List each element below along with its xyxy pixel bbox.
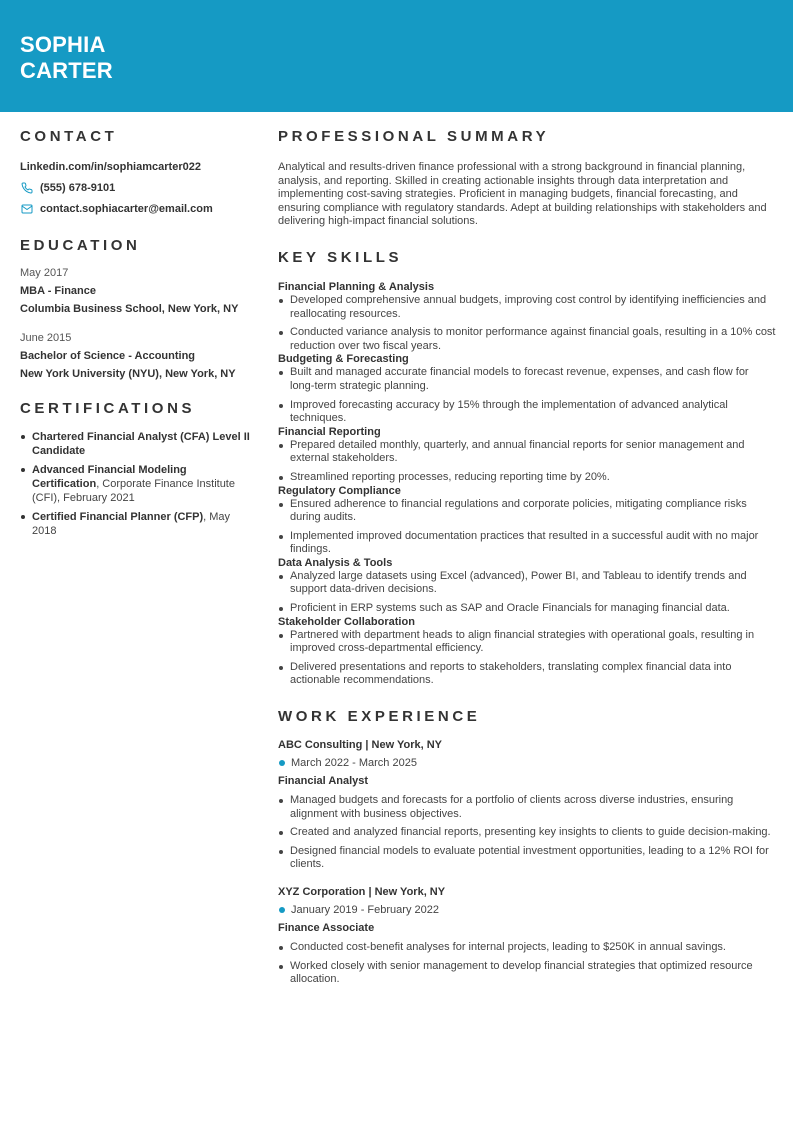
certifications-list bbox=[20, 430, 250, 538]
job-dates-text: January 2019 - February 2022 bbox=[291, 904, 439, 916]
skill-group-title: Stakeholder Collaboration bbox=[278, 615, 415, 628]
skill-group-title: Budgeting & Forecasting bbox=[278, 353, 409, 366]
skill-group-title: Financial Planning & Analysis bbox=[278, 280, 435, 293]
skill-bullet: Analyzed large datasets using Excel (advanced), Power BI, and Tableau to identify trends and support data-driven decisions. bbox=[278, 570, 776, 597]
certification-item bbox=[20, 430, 250, 458]
skill-bullet: Built and managed accurate financial models to forecast revenue, expenses, and cash flow for long-term strategic planning. bbox=[278, 366, 776, 393]
skill-bullet: Proficient in ERP systems such as SAP and Oracle Financials for managing financial data. bbox=[278, 602, 776, 616]
certification-name: Certified Financial Planner (CFP) bbox=[32, 511, 204, 523]
job-bullet: Managed budgets and forecasts for a portfolio of clients across diverse industries, ensuring alignment with business objectives. bbox=[278, 794, 776, 821]
job-entry bbox=[278, 885, 776, 987]
left-column bbox=[20, 127, 250, 543]
job-bullet: Created and analyzed financial reports, presenting key insights to clients to guide decision-making. bbox=[278, 826, 776, 840]
education-item bbox=[20, 331, 250, 381]
mail-icon bbox=[20, 202, 34, 216]
skill-bullet: Conducted variance analysis to monitor performance against financial goals, resulting in a 10% cost reduction over two fiscal years. bbox=[278, 326, 776, 353]
certification-item bbox=[20, 463, 250, 505]
certification-detail: , Corporate Finance Institute (CFI), February 2021 bbox=[32, 478, 235, 504]
skill-group bbox=[278, 616, 776, 688]
skill-group-title: Data Analysis & Tools bbox=[278, 556, 393, 569]
skill-group bbox=[278, 485, 776, 557]
job-company: ABC Consulting | New York, NY bbox=[278, 739, 443, 752]
education-item bbox=[20, 266, 250, 316]
experience-title: WORK EXPERIENCE bbox=[278, 708, 481, 726]
job-dates-text: March 2022 - March 2025 bbox=[291, 757, 417, 770]
skill-bullet: Implemented improved documentation practices that resulted in a successful audit with no major findings. bbox=[278, 530, 776, 557]
job-role: Financial Analyst bbox=[278, 775, 369, 788]
education-school: New York University (NYU), New York, NY bbox=[20, 368, 236, 380]
email-text: contact.sophiacarter@email.com bbox=[40, 203, 213, 215]
right-column bbox=[278, 127, 776, 987]
certification-item bbox=[20, 510, 250, 538]
skill-group-title: Financial Reporting bbox=[278, 425, 381, 438]
summary-text: Analytical and results-driven finance professional with a strong background in financial planning, analysis, and reporting. Skilled in creating actionable insights through data interpretation and implementing cost-saving strategies. Proficient in managing budgets, financial forecasting, and ensuring compliance with regulatory standards. Adept at building relationships with stakeholders and delivering high-impact financial solutions. bbox=[278, 161, 767, 228]
timeline-dot-icon bbox=[279, 760, 285, 766]
linkedin-text: Linkedin.com/in/sophiamcarter022 bbox=[20, 161, 201, 173]
linkedin-link[interactable] bbox=[20, 160, 250, 174]
certification-name: Advanced Financial Modeling Certification bbox=[32, 464, 187, 490]
education-degree: Bachelor of Science - Accounting bbox=[20, 350, 196, 362]
header-banner bbox=[0, 0, 793, 112]
job-role: Finance Associate bbox=[278, 922, 375, 934]
education-date: May 2017 bbox=[20, 267, 69, 279]
skills-title: KEY SKILLS bbox=[278, 248, 403, 266]
first-name: SOPHIA bbox=[20, 32, 106, 57]
education-date: June 2015 bbox=[20, 332, 72, 344]
education-title: EDUCATION bbox=[20, 237, 141, 254]
education-degree: MBA - Finance bbox=[20, 285, 96, 297]
skill-bullet: Developed comprehensive annual budgets, improving cost control by identifying inefficiencies and reallocating resources. bbox=[278, 294, 776, 321]
skill-group bbox=[278, 426, 776, 485]
summary-title: PROFESSIONAL SUMMARY bbox=[278, 128, 550, 145]
job-dates bbox=[278, 903, 776, 917]
phone-text: (555) 678-9101 bbox=[40, 182, 116, 194]
skill-bullet: Ensured adherence to financial regulations and corporate policies, mitigating compliance risks during audits. bbox=[278, 498, 776, 525]
job-entry bbox=[278, 738, 776, 872]
certification-detail: , May 2018 bbox=[32, 511, 231, 537]
email-line[interactable] bbox=[20, 202, 250, 216]
candidate-name bbox=[20, 32, 113, 84]
skill-bullet: Partnered with department heads to align financial strategies with operational goals, resulting in improved cross-departmental efficiency. bbox=[278, 629, 776, 656]
job-bullet: Designed financial models to evaluate potential investment opportunities, leading to a 12% ROI for clients. bbox=[278, 845, 776, 872]
timeline-dot-icon bbox=[279, 907, 285, 913]
job-bullet: Worked closely with senior management to develop financial strategies that optimized resource allocation. bbox=[278, 960, 776, 987]
last-name: CARTER bbox=[20, 58, 113, 83]
education-school: Columbia Business School, New York, NY bbox=[20, 303, 239, 315]
skill-bullet: Prepared detailed monthly, quarterly, and annual financial reports for senior management and external stakeholders. bbox=[278, 439, 776, 466]
skill-bullet: Delivered presentations and reports to stakeholders, translating complex financial data into actionable recommendations. bbox=[278, 661, 776, 688]
contact-title: CONTACT bbox=[20, 128, 118, 145]
skill-group-title: Regulatory Compliance bbox=[278, 484, 401, 497]
skill-bullet: Streamlined reporting processes, reducing reporting time by 20%. bbox=[278, 471, 776, 485]
job-bullet: Conducted cost-benefit analyses for internal projects, leading to $250K in annual savings. bbox=[278, 941, 776, 955]
job-dates bbox=[278, 756, 776, 770]
skill-bullet: Improved forecasting accuracy by 15% through the implementation of advanced analytical techniques. bbox=[278, 399, 776, 426]
skill-group bbox=[278, 353, 776, 425]
job-company: XYZ Corporation | New York, NY bbox=[278, 886, 446, 898]
certifications-title: CERTIFICATIONS bbox=[20, 400, 196, 417]
certification-name: Chartered Financial Analyst (CFA) Level II Candidate bbox=[32, 431, 250, 457]
skill-group bbox=[278, 281, 776, 353]
phone-icon bbox=[20, 181, 34, 195]
phone-line[interactable] bbox=[20, 181, 250, 195]
skill-group bbox=[278, 557, 776, 616]
